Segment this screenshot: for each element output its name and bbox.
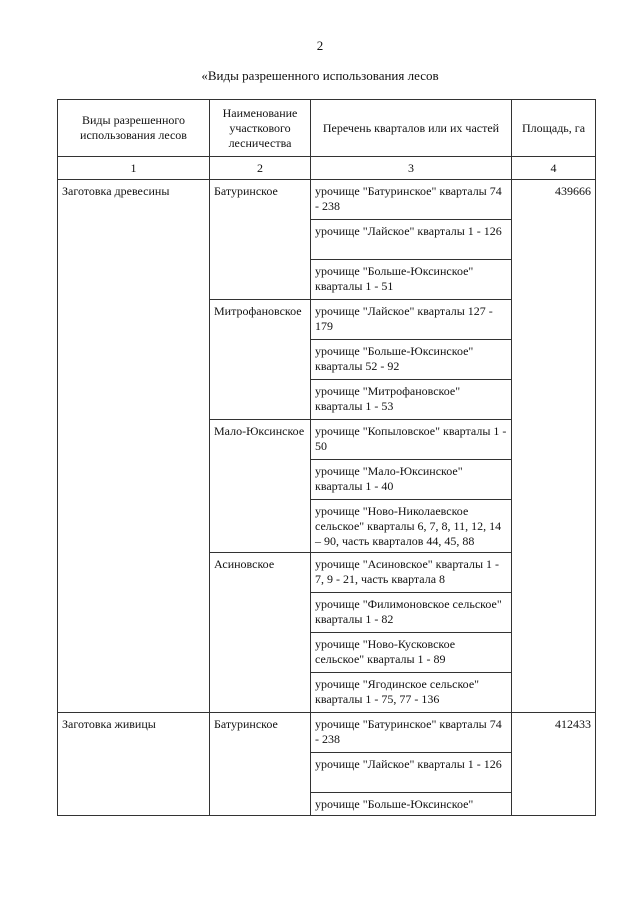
- table-header-row: [58, 100, 596, 157]
- quarters-cell: урочище "Копыловское" кварталы 1 - 50: [311, 420, 512, 460]
- forestry-cell: Мало-Юксинское: [210, 420, 311, 553]
- page-number: 2: [316, 38, 324, 53]
- area-cell: 412433: [512, 713, 596, 816]
- quarters-cell: урочище "Лайское" кварталы 1 - 126: [311, 220, 512, 260]
- quarters-cell: урочище "Асиновское" кварталы 1 - 7, 9 - 21, часть квартала 8: [311, 553, 512, 593]
- quarters-cell: урочище "Лайское" кварталы 127 - 179: [311, 300, 512, 340]
- use-type-cell: Заготовка древесины: [58, 180, 210, 713]
- header-quarters: Перечень кварталов или их частей: [311, 100, 512, 157]
- quarters-cell: урочище "Батуринское" кварталы 74 - 238: [311, 713, 512, 753]
- quarters-cell: урочище "Батуринское" кварталы 74 - 238: [311, 180, 512, 220]
- quarters-cell: урочище "Ягодинское сельское" кварталы 1 - 75, 77 - 136: [311, 673, 512, 713]
- column-number: 2: [210, 157, 311, 180]
- use-type-cell: Заготовка живицы: [58, 713, 210, 816]
- table-row: [58, 180, 596, 220]
- column-number-row: [58, 157, 596, 180]
- quarters-cell: урочище "Филимоновское сельское" кварталы 1 - 82: [311, 593, 512, 633]
- area-cell: 439666: [512, 180, 596, 713]
- column-number: 4: [512, 157, 596, 180]
- quarters-cell: урочище "Больше-Юксинское" кварталы 1 - 51: [311, 260, 512, 300]
- forestry-cell: Асиновское: [210, 553, 311, 713]
- header-use-type: Виды разрешенного использования лесов: [58, 100, 210, 157]
- header-area: Площадь, га: [512, 100, 596, 157]
- quarters-cell: урочище "Больше-Юксинское" кварталы 52 - 92: [311, 340, 512, 380]
- forestry-cell: Батуринское: [210, 180, 311, 300]
- forestry-cell: Батуринское: [210, 713, 311, 816]
- quarters-cell: урочище "Ново-Николаевское сельское" кварталы 6, 7, 8, 11, 12, 14 – 90, часть кварталов 44, 45, 88: [311, 500, 512, 553]
- quarters-cell: урочище "Митрофановское" кварталы 1 - 53: [311, 380, 512, 420]
- quarters-cell: урочище "Больше-Юксинское": [311, 793, 512, 816]
- quarters-cell: урочище "Лайское" кварталы 1 - 126: [311, 753, 512, 793]
- forest-use-table: [57, 99, 596, 816]
- forestry-cell: Митрофановское: [210, 300, 311, 420]
- column-number: 1: [58, 157, 210, 180]
- quarters-cell: урочище "Мало-Юксинское" кварталы 1 - 40: [311, 460, 512, 500]
- quarters-cell: урочище "Ново-Кусковское сельское" кварталы 1 - 89: [311, 633, 512, 673]
- table-row: [58, 713, 596, 753]
- header-forestry: Наименование участкового лесничества: [210, 100, 311, 157]
- document-title: «Виды разрешенного использования лесов: [201, 68, 439, 83]
- column-number: 3: [311, 157, 512, 180]
